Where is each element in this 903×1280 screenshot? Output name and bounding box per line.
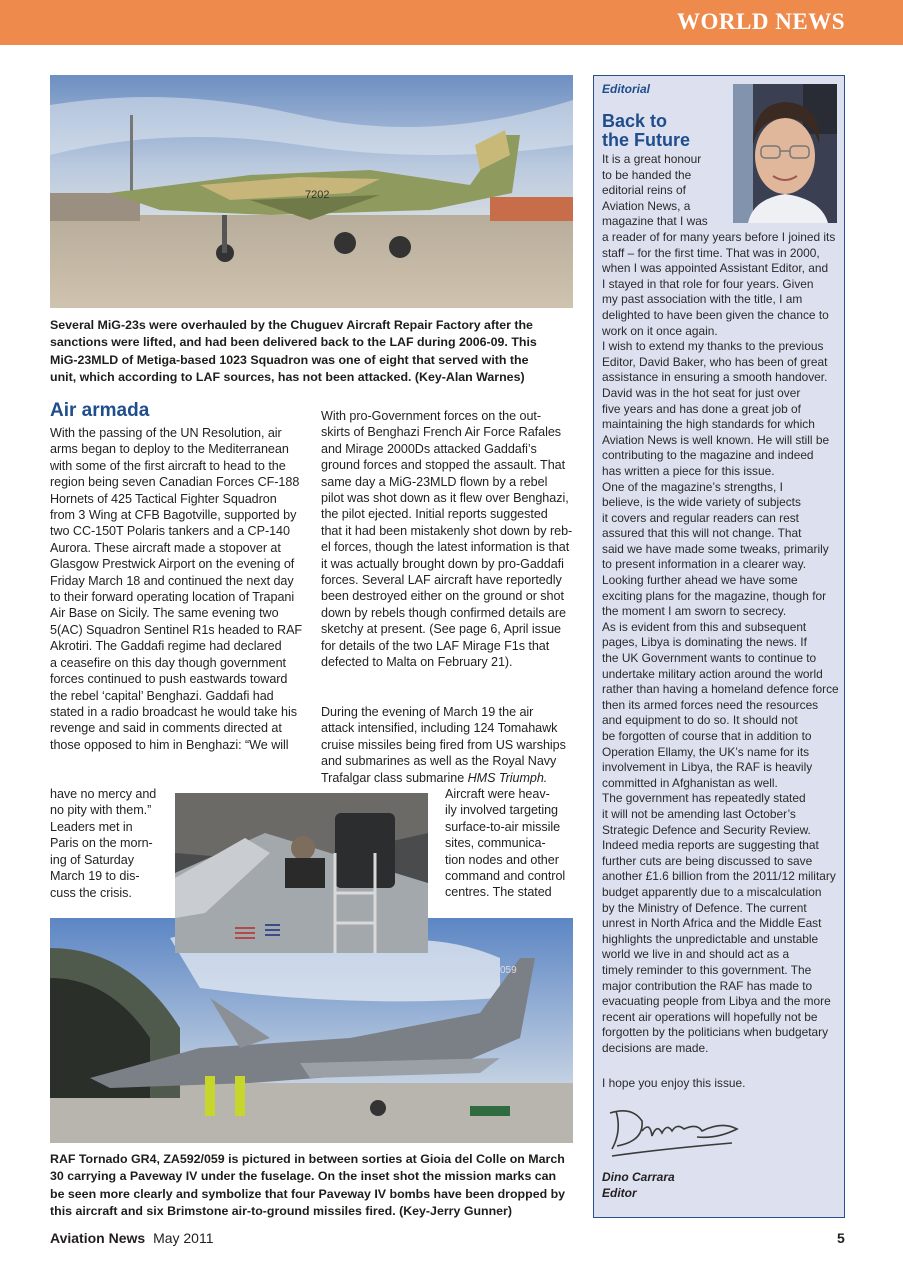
article-left-paragraph-1-end: have no mercy and no pity with them.” (50, 787, 157, 818)
article-left-paragraph-2: Leaders met in Paris on the morn- ing of Saturday March 19 to dis- cuss the crisis. (50, 820, 153, 900)
article-middle-paragraph-3: Aircraft were heav- ily involved targeting surface-to-air missile sites, communica- tion nodes and other command and control centres. The stated (445, 787, 566, 900)
editor-portrait (733, 84, 837, 223)
aircraft-serial: 7202 (305, 189, 330, 201)
page-footer (50, 1230, 214, 1246)
article-left-paragraph-1: With the passing of the UN Resolution, air arms began to deploy to the Mediterranean with some of the first aircraft to head to the region being seven Canadian Forces CF-188 Hornets of 425 Tactical Fighter Squadron from 3 Wing at CFB Bagotville, supported by two CC-150T Polaris tankers and a CP-140 Aurora. These aircraft made a stopover at Glasgow Prestwick Airport on the evening of Friday March 18 and continued the next day to their forward operating location of Trapani Air Base on Sicily. The same evening two 5(AC) Squadron Sentinel R1s headed to RAF Akrotiri. The Gaddafi regime had declared a ceasefire on this day though government forces continued to push eastwards toward the rebel ‘capital’ Benghazi. Gaddafi had stated in a radio broadcast he would take his revenge and said in comments directed at those opposed to him in Benghazi: “We will (50, 426, 303, 752)
bottom-photo-caption: RAF Tornado GR4, ZA592/059 is pictured in between sorties at Gioia del Colle on March 30 carrying a Paveway IV under the fuselage. On the inset shot the mission marks can be seen more clearly and symbolize that four Paveway IV bombs have been dropped by this aircraft and six Brimstone air-to-ground missiles fired. (Key-Jerry Gunner) (50, 1152, 566, 1219)
article-middle-paragraph-1: With pro-Government forces on the out- skirts of Benghazi French Air Force Rafales and Mirage 2000Ds attacked Gaddafi’s ground forces and stopped the assault. That same day a MiG-23MLD flown by a rebel pilot was shot down as it flew over Benghazi, the pilot ejected. Initial reports suggested that it had been mistakenly shot down by reb- el forces, though the latest information is that it was actually brought down by pro-Gaddafi forces. Several LAF aircraft have reportedly been destroyed either on the ground or shot down by rebels though confirmed details are sketchy at present. (See page 6, April issue for details of the two LAF Mirage F1s that defected to Malta on February 21). (321, 409, 573, 670)
cockpit-inset-photo (175, 793, 428, 953)
editor-role: Editor (602, 1186, 637, 1200)
editorial-intro: It is a great honour to be handed the editorial reins of Aviation News, a magazine that I was (602, 152, 708, 229)
submarine-name: HMS Triumph. (467, 770, 548, 785)
top-photo-caption: Several MiG-23s were overhauled by the Chuguev Aircraft Repair Factory after the sanctions were lifted, and had been delivered back to the LAF during 2006-09. This MiG-23MLD of Metiga-based 1023 Squadron was one of eight that served with the unit, which according to LAF sources, has not been attacked. (Key-Alan Warnes) (50, 318, 537, 385)
paragraph-text: During the evening of March 19 the air attack intensified, including 124 Tomahawk cruise missiles being fired from US warships and submarines as well as the Royal Navy Trafalgar class submarine (321, 705, 566, 785)
article-middle-paragraph-2 (321, 704, 581, 786)
page-number: 5 (837, 1230, 845, 1246)
editorial-kicker: Editorial (602, 82, 651, 96)
section-title: WORLD NEWS (677, 9, 845, 34)
editorial-body: a reader of for many years before I joined its staff – for the first time. That was in 2000, when I was appointed Assistant Editor, and I stayed in that role for four years. Given my past association with the title, I am delighted to have been given the chance to work on it once again. I wish to extend my thanks to the previous Editor, David Baker, who has been of great assistance in ensuring a smooth handover. David was in the hot seat for just over five years and has done a great job of maintaining the high standards for which Aviation News is well known. He will still be contributing to the magazine and indeed has written a piece for this issue. One of the magazine’s strengths, I believe, is the wide variety of subjects it covers and regular readers can rest assured that this will not change. That said we have made some tweaks, primarily to present information in a clearer way. Looking further ahead we have some exciting plans for the magazine, though for the moment I am sworn to secrecy. As is evident from this and subsequent pages, Libya is dominating the news. If the UK Government wants to continue to undertake military action around the world rather than having a homeland defence force then its armed forces need the resources and equipment to do so. It should not be forgotten of course that in addition to Operation Ellamy, the UK’s name for its involvement in Libya, the RAF is heavily committed in Afghanistan as well. The government has repeatedly stated it will not be amending last October’s Strategic Defence and Security Review. Indeed media reports are suggesting that further cuts are being discussed to save another £1.6 billion from the 2011/12 military budget apparently due to a miscalculation by the Ministry of Defence. The current unrest in North Africa and the Middle East highlights the unpredictable and unstable world we live in and should act as a timely reminder to this government. The major contribution the RAF has made to evacuating people from Libya and the more recent air operations will hopefully not be forgotten by the politicians when budgetary decisions are made. (602, 230, 839, 1055)
mig-23-photo (50, 75, 573, 308)
editorial-title: Back to the Future (602, 111, 690, 150)
issue-date: May 2011 (153, 1230, 214, 1246)
editorial-closing: I hope you enjoy this issue. (602, 1076, 746, 1090)
magazine-name: Aviation News (50, 1230, 146, 1246)
editor-name: Dino Carrara (602, 1170, 675, 1184)
article-heading: Air armada (50, 400, 150, 421)
editorial-box (593, 75, 845, 1218)
editor-signature (602, 1101, 752, 1161)
aircraft-serial: 059 (500, 965, 517, 976)
section-header-bar (0, 0, 903, 45)
